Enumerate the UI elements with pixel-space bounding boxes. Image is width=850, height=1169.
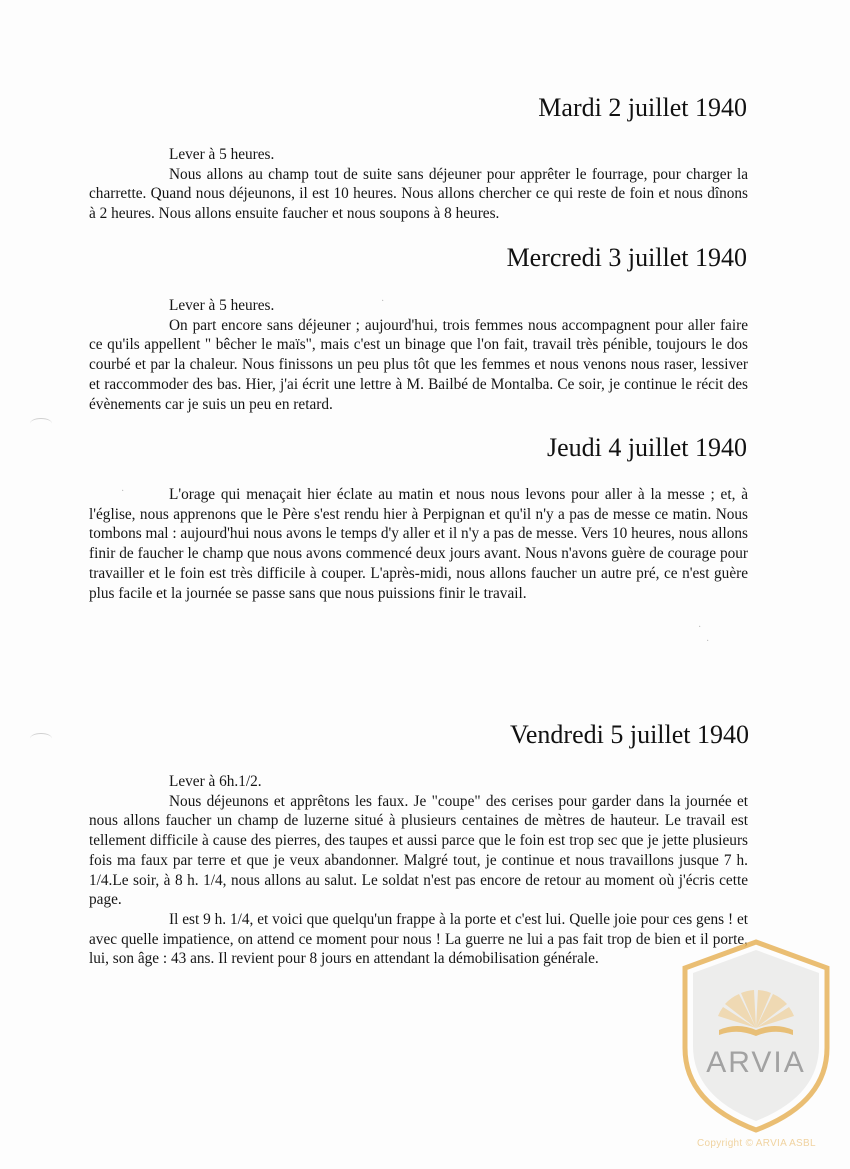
entry-paragraph: Nous allons au champ tout de suite sans déjeuner pour apprêter le fourrage, pour charger la charrette. Quand nous déjeunons, il est 10 heures. Nous allons chercher ce qui reste de foin et nous dînons à 2 heures. Nous allons ensuite faucher et nous soupons à 8 heures. bbox=[89, 165, 748, 223]
entry-body-mercredi bbox=[89, 296, 748, 414]
entry-title-mercredi: Mercredi 3 juillet 1940 bbox=[506, 243, 747, 272]
arvia-watermark-logo bbox=[681, 938, 831, 1133]
entry-title-mardi: Mardi 2 juillet 1940 bbox=[538, 93, 747, 122]
entry-paragraph: Lever à 5 heures. bbox=[169, 297, 275, 314]
entry-paragraph: Nous déjeunons et apprêtons les faux. Je "coupe" des cerises pour garder dans la journée et nous allons faucher un champ de luzerne situé à plusieurs centaines de mètres de hauteur. Le travail est tellement difficile à cause des pierres, des taupes et aussi parce que le foin est trop sec que je jette plusieurs fois ma faux par terre et que je veux abandonner. Malgré tout, je continue et nous travaillons jusque 7 h. 1/4.Le soir, à 8 h. 1/4, nous allons au salut. Le soldat n'est pas encore de retour au moment où j'écris cette page. bbox=[89, 792, 748, 909]
entry-body-vendredi bbox=[89, 772, 748, 969]
scan-speck: · bbox=[121, 486, 125, 497]
paper-crease-mark bbox=[30, 418, 52, 429]
scan-speck: · bbox=[698, 622, 702, 633]
entry-paragraph: Il est 9 h. 1/4, et voici que quelqu'un frappe à la porte et c'est lui. Quelle joie pour ces gens ! et avec quelle impatience, on attend ce moment pour nous ! La guerre ne lui a pas fait trop de bien et il porte, lui, son âge : 43 ans. Il revient pour 8 jours en attendant la démobilisation générale. bbox=[89, 910, 748, 968]
entry-paragraph: L'orage qui menaçait hier éclate au matin et nous nous levons pour aller à la messe ; et, à l'église, nous apprenons que le Père s'est rendu hier à Perpignan et qu'il n'y a pas de messe ce matin. Nous tombons mal : aujourd'hui nous avons le temps d'y aller et il n'y a pas de messe. Vers 10 heures, nous allons finir de faucher le champ que nous avons commencé deux jours avant. Nous n'avons guère de courage pour travailler et le foin est très difficile à couper. L'après-midi, nous allons faucher un autre pré, ce n'est guère plus facile et la journée se passe sans que nous puissions finir le travail. bbox=[89, 486, 748, 602]
copyright-notice: Copyright © ARVIA ASBL bbox=[697, 1138, 816, 1149]
entry-paragraph: Lever à 6h.1/2. bbox=[169, 773, 262, 790]
watermark-logo-text: ARVIA bbox=[706, 1046, 806, 1079]
entry-body-mardi bbox=[89, 145, 748, 224]
entry-title-vendredi: Vendredi 5 juillet 1940 bbox=[509, 720, 749, 749]
entry-body-jeudi bbox=[89, 485, 748, 603]
paper-crease-mark bbox=[30, 733, 52, 744]
entry-paragraph: On part encore sans déjeuner ; aujourd'hui, trois femmes nous accompagnent pour aller faire ce qu'ils appellent " bêcher le maïs", mais c'est un binage que l'on fait, travail très pénible, toujours le dos courbé et par la chaleur. Nous finissons un peu plus tôt que les femmes et nous venons nous raser, lessiver et raccommoder des bas. Hier, j'ai écrit une lettre à M. Bailbé de Montalba. Ce soir, je continue le récit des évènements car je suis un peu en retard. bbox=[89, 316, 748, 413]
entry-paragraph: Lever à 5 heures. bbox=[169, 146, 275, 163]
entry-title-jeudi: Jeudi 4 juillet 1940 bbox=[546, 433, 747, 462]
scan-speck: · bbox=[706, 636, 710, 647]
scan-speck: · bbox=[381, 296, 385, 307]
